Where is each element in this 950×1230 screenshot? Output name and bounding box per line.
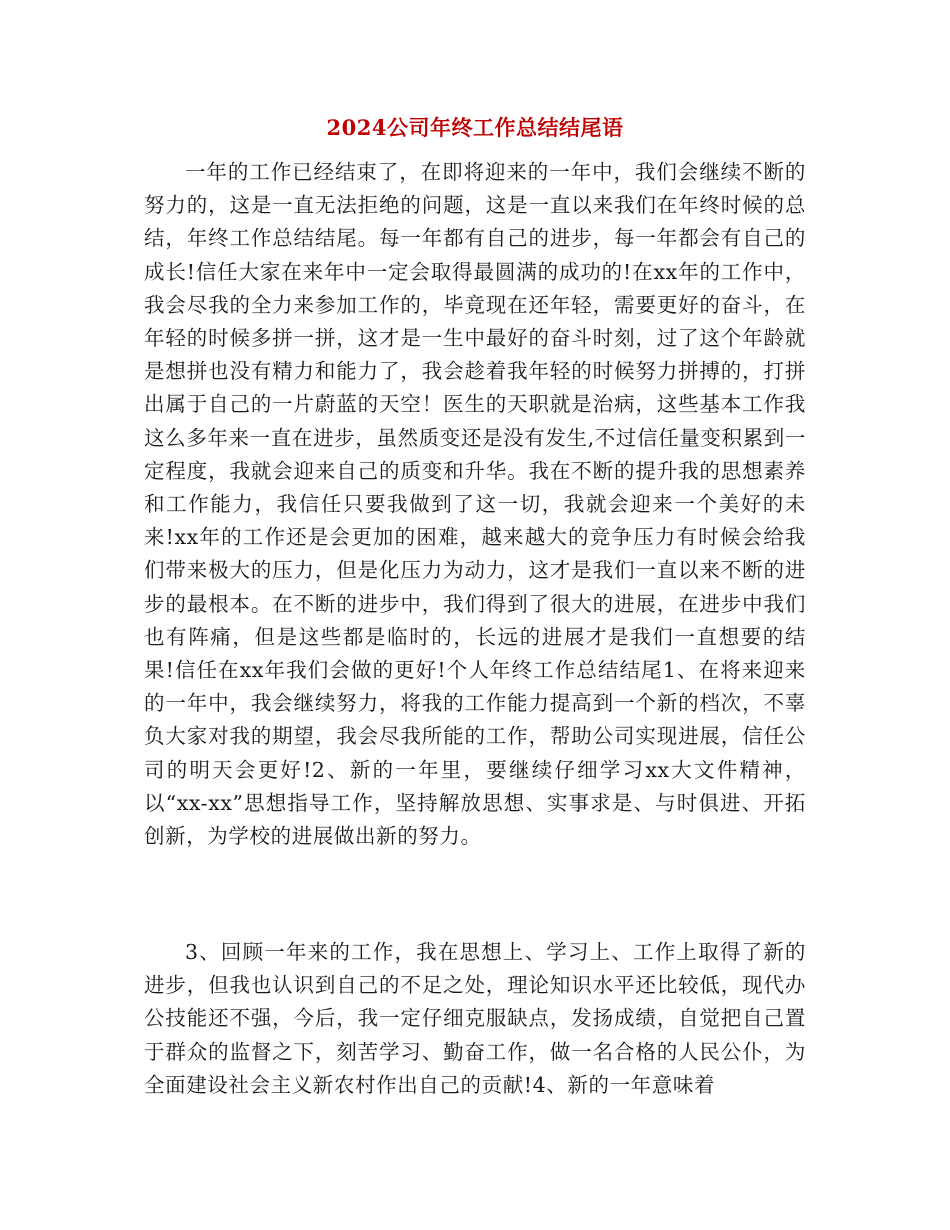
document-title: 2024公司年终工作总结结尾语 xyxy=(326,115,624,140)
paragraph-1: 一年的工作已经结束了，在即将迎来的一年中，我们会继续不断的努力的，这是一直无法拒绝的问题，这是一直以来我们在年终时候的总结，年终工作总结结尾。每一年都有自己的进步，每一年都会有自己的成长!信任大家在来年中一定会取得最圆满的成功的!在xx年的工作中，我会尽我的全力来参加工作的，毕竟现在还年轻，需要更好的奋斗，在年轻的时候多拼一拼，这才是一生中最好的奋斗时刻，过了这个年龄就是想拼也没有精力和能力了，我会趁着我年轻的时候努力拼搏的，打拼出属于自己的一片蔚蓝的天空！医生的天职就是治病，这些基本工作我这么多年来一直在进步，虽然质变还是没有发生,不过信任量变积累到一定程度，我就会迎来自己的质变和升华。我在不断的提升我的思想素养和工作能力，我信任只要我做到了这一切，我就会迎来一个美好的未来!xx年的工作还是会更加的困难，越来越大的竞争压力有时候会给我们带来极大的压力，但是化压力为动力，这才是我们一直以来不断的进步的最根本。在不断的进步中，我们得到了很大的进展，在进步中我们也有阵痛，但是这些都是临时的，长远的进展才是我们一直想要的结果!信任在xx年我们会做的更好!个人年终工作总结结尾1、在将来迎来的一年中，我会继续努力，将我的工作能力提高到一个新的档次，不辜负大家对我的期望，我会尽我所能的工作，帮助公司实现进展，信任公司的明天会更好!2、新的一年里，要继续仔细学习xx大文件精神，以“xx-xx”思想指导工作，坚持解放思想、实事求是、与时俱进、开拓创新，为学校的进展做出新的努力。 xyxy=(144,160,806,849)
paragraph-2: 3、回顾一年来的工作，我在思想上、学习上、工作上取得了新的进步，但我也认识到自己的不足之处，理论知识水平还比较低，现代办公技能还不强，今后，我一定仔细克服缺点，发扬成绩，自觉把自己置于群众的监督之下，刻苦学习、勤奋工作，做一名合格的人民公仆，为全面建设社会主义新农村作出自己的贡献!4、新的一年意味着 xyxy=(144,940,806,1097)
